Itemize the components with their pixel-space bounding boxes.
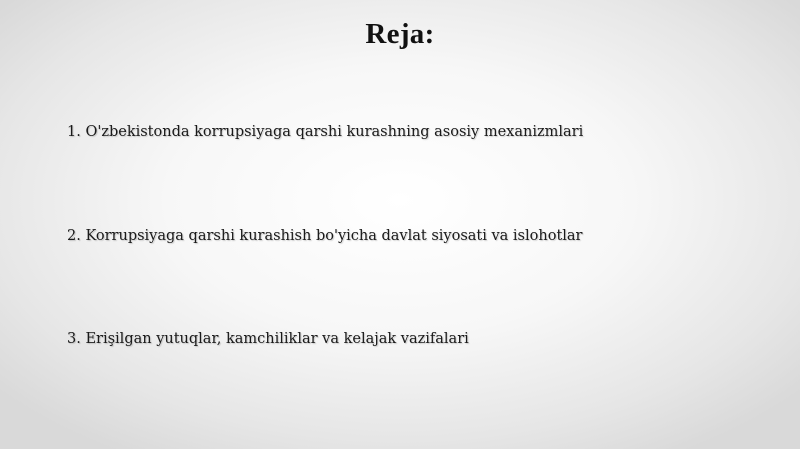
plan-item-3: 3. Erişilgan yutuqlar, kamchiliklar va kelajak vazifalari xyxy=(67,331,469,347)
plan-item-2: 2. Korrupsiyaga qarshi kurashish bo'yicha davlat siyosati va islohotlar xyxy=(67,228,583,244)
slide-title: Reja: xyxy=(365,18,435,50)
plan-item-1: 1. O'zbekistonda korrupsiyaga qarshi kurashning asosiy mexanizmlari xyxy=(67,124,584,140)
